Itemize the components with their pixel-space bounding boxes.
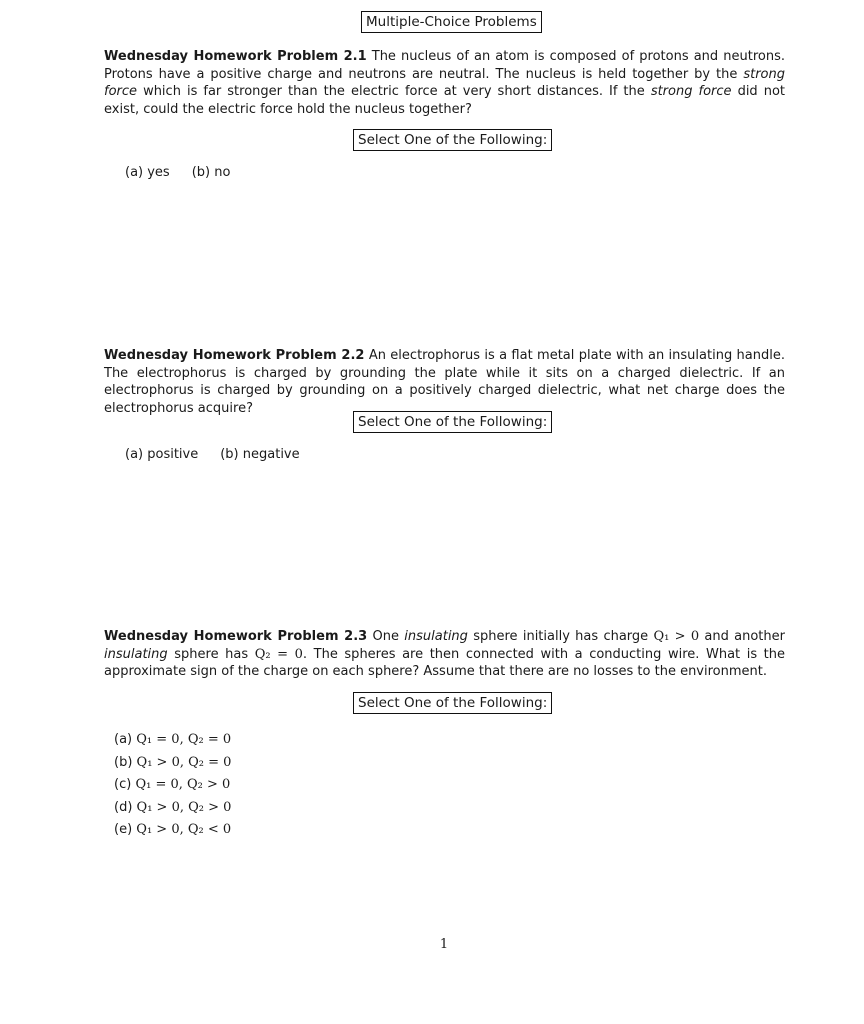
problem-2-1: [104, 48, 785, 118]
problem-text: One: [372, 629, 399, 644]
answer-option[interactable]: [114, 752, 231, 775]
problem-emphasis: insulating: [404, 629, 468, 644]
answer-option[interactable]: (b) negative: [220, 447, 300, 462]
answer-option[interactable]: (b) no: [191, 165, 231, 180]
select-one-label: Select One of the Following:: [353, 129, 552, 151]
section-title: Multiple-Choice Problems: [361, 11, 542, 33]
option-label: (b): [114, 754, 133, 770]
option-label: (d): [114, 799, 133, 815]
problem-text: sphere has: [174, 646, 249, 662]
problem-text: and another: [704, 629, 785, 644]
problem-2-2: [104, 347, 785, 417]
answer-option[interactable]: [114, 774, 231, 797]
problem-text: which is far stronger than the electric force at very short distances. If the: [143, 84, 645, 99]
option-expression: Q₁ > 0, Q₂ < 0: [136, 822, 232, 837]
math-expression: Q₁ > 0: [653, 629, 700, 644]
option-label: (c): [114, 777, 132, 792]
option-expression: Q₁ > 0, Q₂ = 0: [136, 754, 232, 770]
answer-option[interactable]: [114, 819, 231, 842]
problem-text: The nucleus of an atom is composed of protons and neutrons. Protons have a positive charge and neutrons are neutral. The nucleus is held together by the: [104, 49, 786, 82]
select-one-label: Select One of the Following:: [353, 411, 552, 433]
answer-options: [125, 164, 252, 182]
problem-text: did not exist, could the electric force hold the nucleus together?: [104, 84, 785, 117]
option-label: (a): [114, 732, 133, 747]
option-expression: Q₁ > 0, Q₂ > 0: [136, 799, 232, 815]
problem-emphasis: strong force: [104, 66, 785, 99]
answer-option[interactable]: [114, 797, 231, 820]
problem-2-3: [104, 628, 785, 681]
problem-text: An electrophorus is a flat metal plate with an insulating handle. The electrophorus is charged by grounding the plate while it sits on a charged dielectric. If an electrophorus is charged by grounding on a positively charged dielectric, what net charge does the electrophorus acquire?: [104, 348, 785, 416]
problem-heading: Wednesday Homework Problem 2.3: [104, 629, 368, 644]
problem-heading: Wednesday Homework Problem 2.1: [104, 49, 367, 64]
answer-option[interactable]: [114, 729, 231, 752]
option-expression: Q₁ = 0, Q₂ > 0: [135, 777, 231, 792]
answer-option[interactable]: (a) positive: [125, 447, 199, 462]
problem-emphasis: strong force: [650, 84, 732, 99]
problem-text: The spheres are then connected with a conducting wire. What is the approximate sign of the charge on each sphere? Assume that there are no losses to the environment.: [104, 646, 786, 679]
answer-option[interactable]: (a) yes: [125, 165, 170, 180]
answer-options: [125, 446, 322, 464]
page-number: 1: [439, 937, 449, 952]
answer-options: [114, 729, 231, 842]
select-one-label: Select One of the Following:: [353, 692, 552, 714]
problem-text: sphere initially has charge: [473, 629, 649, 644]
math-expression: Q₂ = 0.: [254, 646, 308, 662]
problem-heading: Wednesday Homework Problem 2.2: [104, 348, 365, 363]
option-label: (e): [114, 822, 133, 837]
option-expression: Q₁ = 0, Q₂ = 0: [136, 732, 232, 747]
problem-emphasis: insulating: [104, 646, 168, 662]
